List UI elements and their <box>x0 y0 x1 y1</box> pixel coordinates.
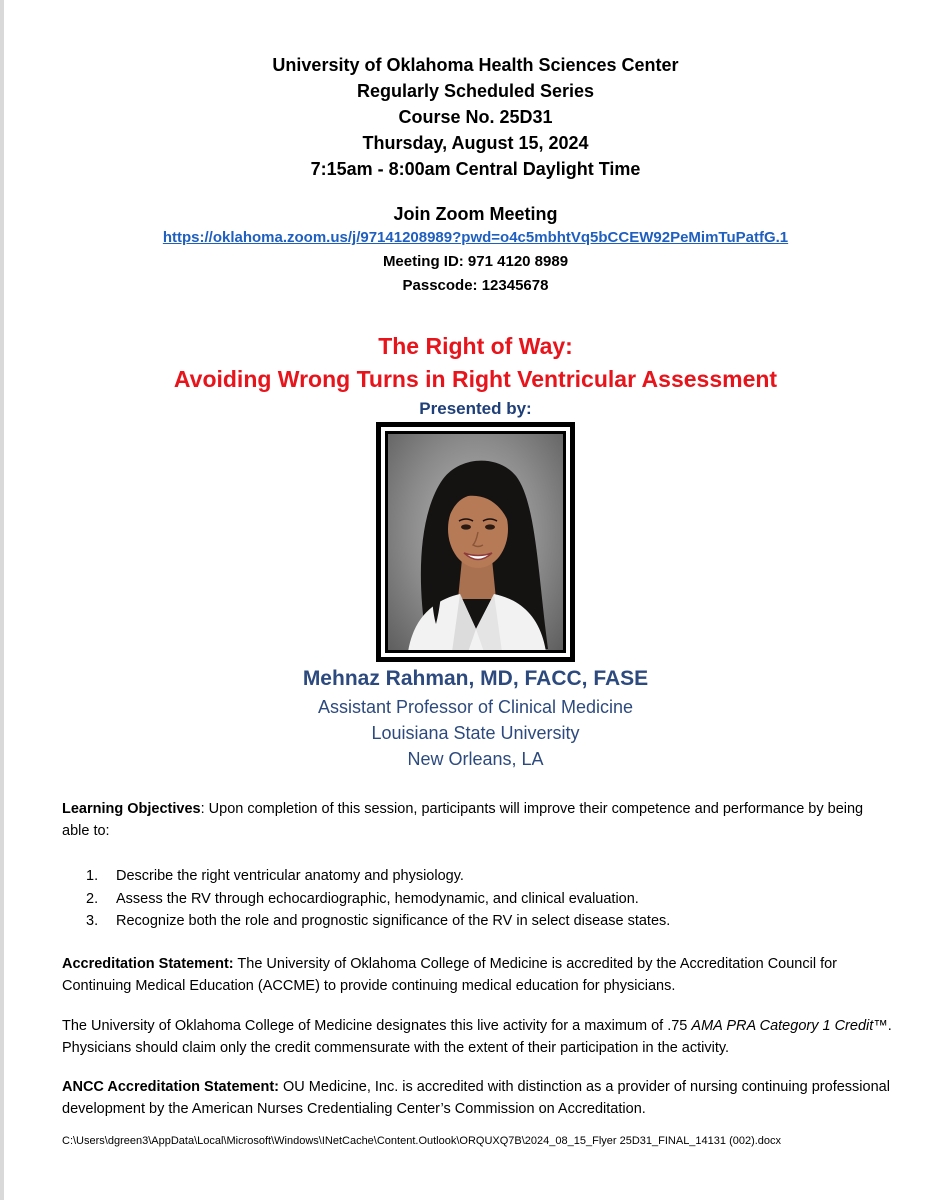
series-name: Regularly Scheduled Series <box>356 81 595 101</box>
file-path-footer: C:\Users\dgreen3\AppData\Local\Microsoft\Windows\INetCache\Content.Outlook\ORQUXQ7B\2024_08_15_Flyer 25D31_FINAL_14131 (002).docx <box>62 1135 782 1147</box>
speaker-photo <box>385 431 566 653</box>
list-item <box>86 888 886 911</box>
list-item-text: Assess the RV through echocardiographic, hemodynamic, and clinical evaluation. <box>116 890 639 907</box>
objectives-list <box>86 865 886 933</box>
list-item <box>86 865 886 888</box>
list-item-number: 3. <box>86 913 99 929</box>
list-item-text: Describe the right ventricular anatomy and physiology. <box>116 868 464 884</box>
learning-objectives-intro: : Upon completion of this session, participants will improve their competence and performance by being able to: <box>62 801 864 839</box>
speaker-info <box>0 664 951 772</box>
list-item-text: Recognize both the role and prognostic significance of the RV in select disease states. <box>116 913 671 929</box>
ancc-statement <box>62 1076 892 1120</box>
accreditation-statement <box>62 953 892 997</box>
talk-title <box>0 330 951 396</box>
talk-title-line2: Avoiding Wrong Turns in Right Ventricular Assessment <box>173 366 778 392</box>
credit-name: AMA PRA Category 1 Credit™ <box>691 1018 888 1034</box>
speaker-position: Assistant Professor of Clinical Medicine <box>317 697 634 717</box>
meeting-id: Meeting ID: 971 4120 8989 <box>382 253 569 270</box>
event-date: Thursday, August 15, 2024 <box>362 133 589 153</box>
institution-name: University of Oklahoma Health Sciences Center <box>272 55 679 75</box>
join-zoom-label: Join Zoom Meeting <box>393 204 558 224</box>
list-item-number: 1. <box>86 868 99 884</box>
designation-text-before: The University of Oklahoma College of Medicine designates this live activity for a maximum of .75 <box>62 1018 692 1034</box>
event-time: 7:15am - 8:00am Central Daylight Time <box>310 159 641 179</box>
course-number: Course No. 25D31 <box>398 107 553 127</box>
zoom-info <box>0 202 951 298</box>
list-item <box>86 910 886 933</box>
zoom-meeting-link[interactable]: https://oklahoma.zoom.us/j/97141208989?pwd=o4c5mbhtVq5bCCEW92PeMimTuPatfG.1 <box>162 229 789 246</box>
speaker-photo-frame <box>376 422 575 662</box>
presented-by-label: Presented by: <box>419 399 532 418</box>
credit-designation <box>62 1015 892 1059</box>
ancc-text: OU Medicine, Inc. is accredited with distinction as a provider of nursing continuing professional development by the American Nurses Credentialing Center’s Commission on Accreditation. <box>62 1079 890 1117</box>
speaker-location: New Orleans, LA <box>407 749 544 769</box>
ancc-label: ANCC Accreditation Statement: <box>62 1079 279 1095</box>
designation-text-after: . Physicians should claim only the credit commensurate with the extent of their participation in the activity. <box>62 1018 892 1056</box>
accreditation-text: The University of Oklahoma College of Medicine is accredited by the Accreditation Council for Continuing Medical Education (ACCME) to provide continuing medical education for physicians. <box>62 956 838 994</box>
talk-title-line1: The Right of Way: <box>378 333 573 359</box>
speaker-name: Mehnaz Rahman, MD, FACC, FASE <box>302 667 649 690</box>
learning-objectives-paragraph <box>62 798 892 842</box>
passcode: Passcode: 12345678 <box>402 277 549 294</box>
learning-objectives-label: Learning Objectives <box>62 801 201 817</box>
list-item-number: 2. <box>86 890 99 907</box>
accreditation-label: Accreditation Statement: <box>62 956 234 972</box>
event-header <box>0 52 951 182</box>
speaker-institution: Louisiana State University <box>371 723 580 743</box>
